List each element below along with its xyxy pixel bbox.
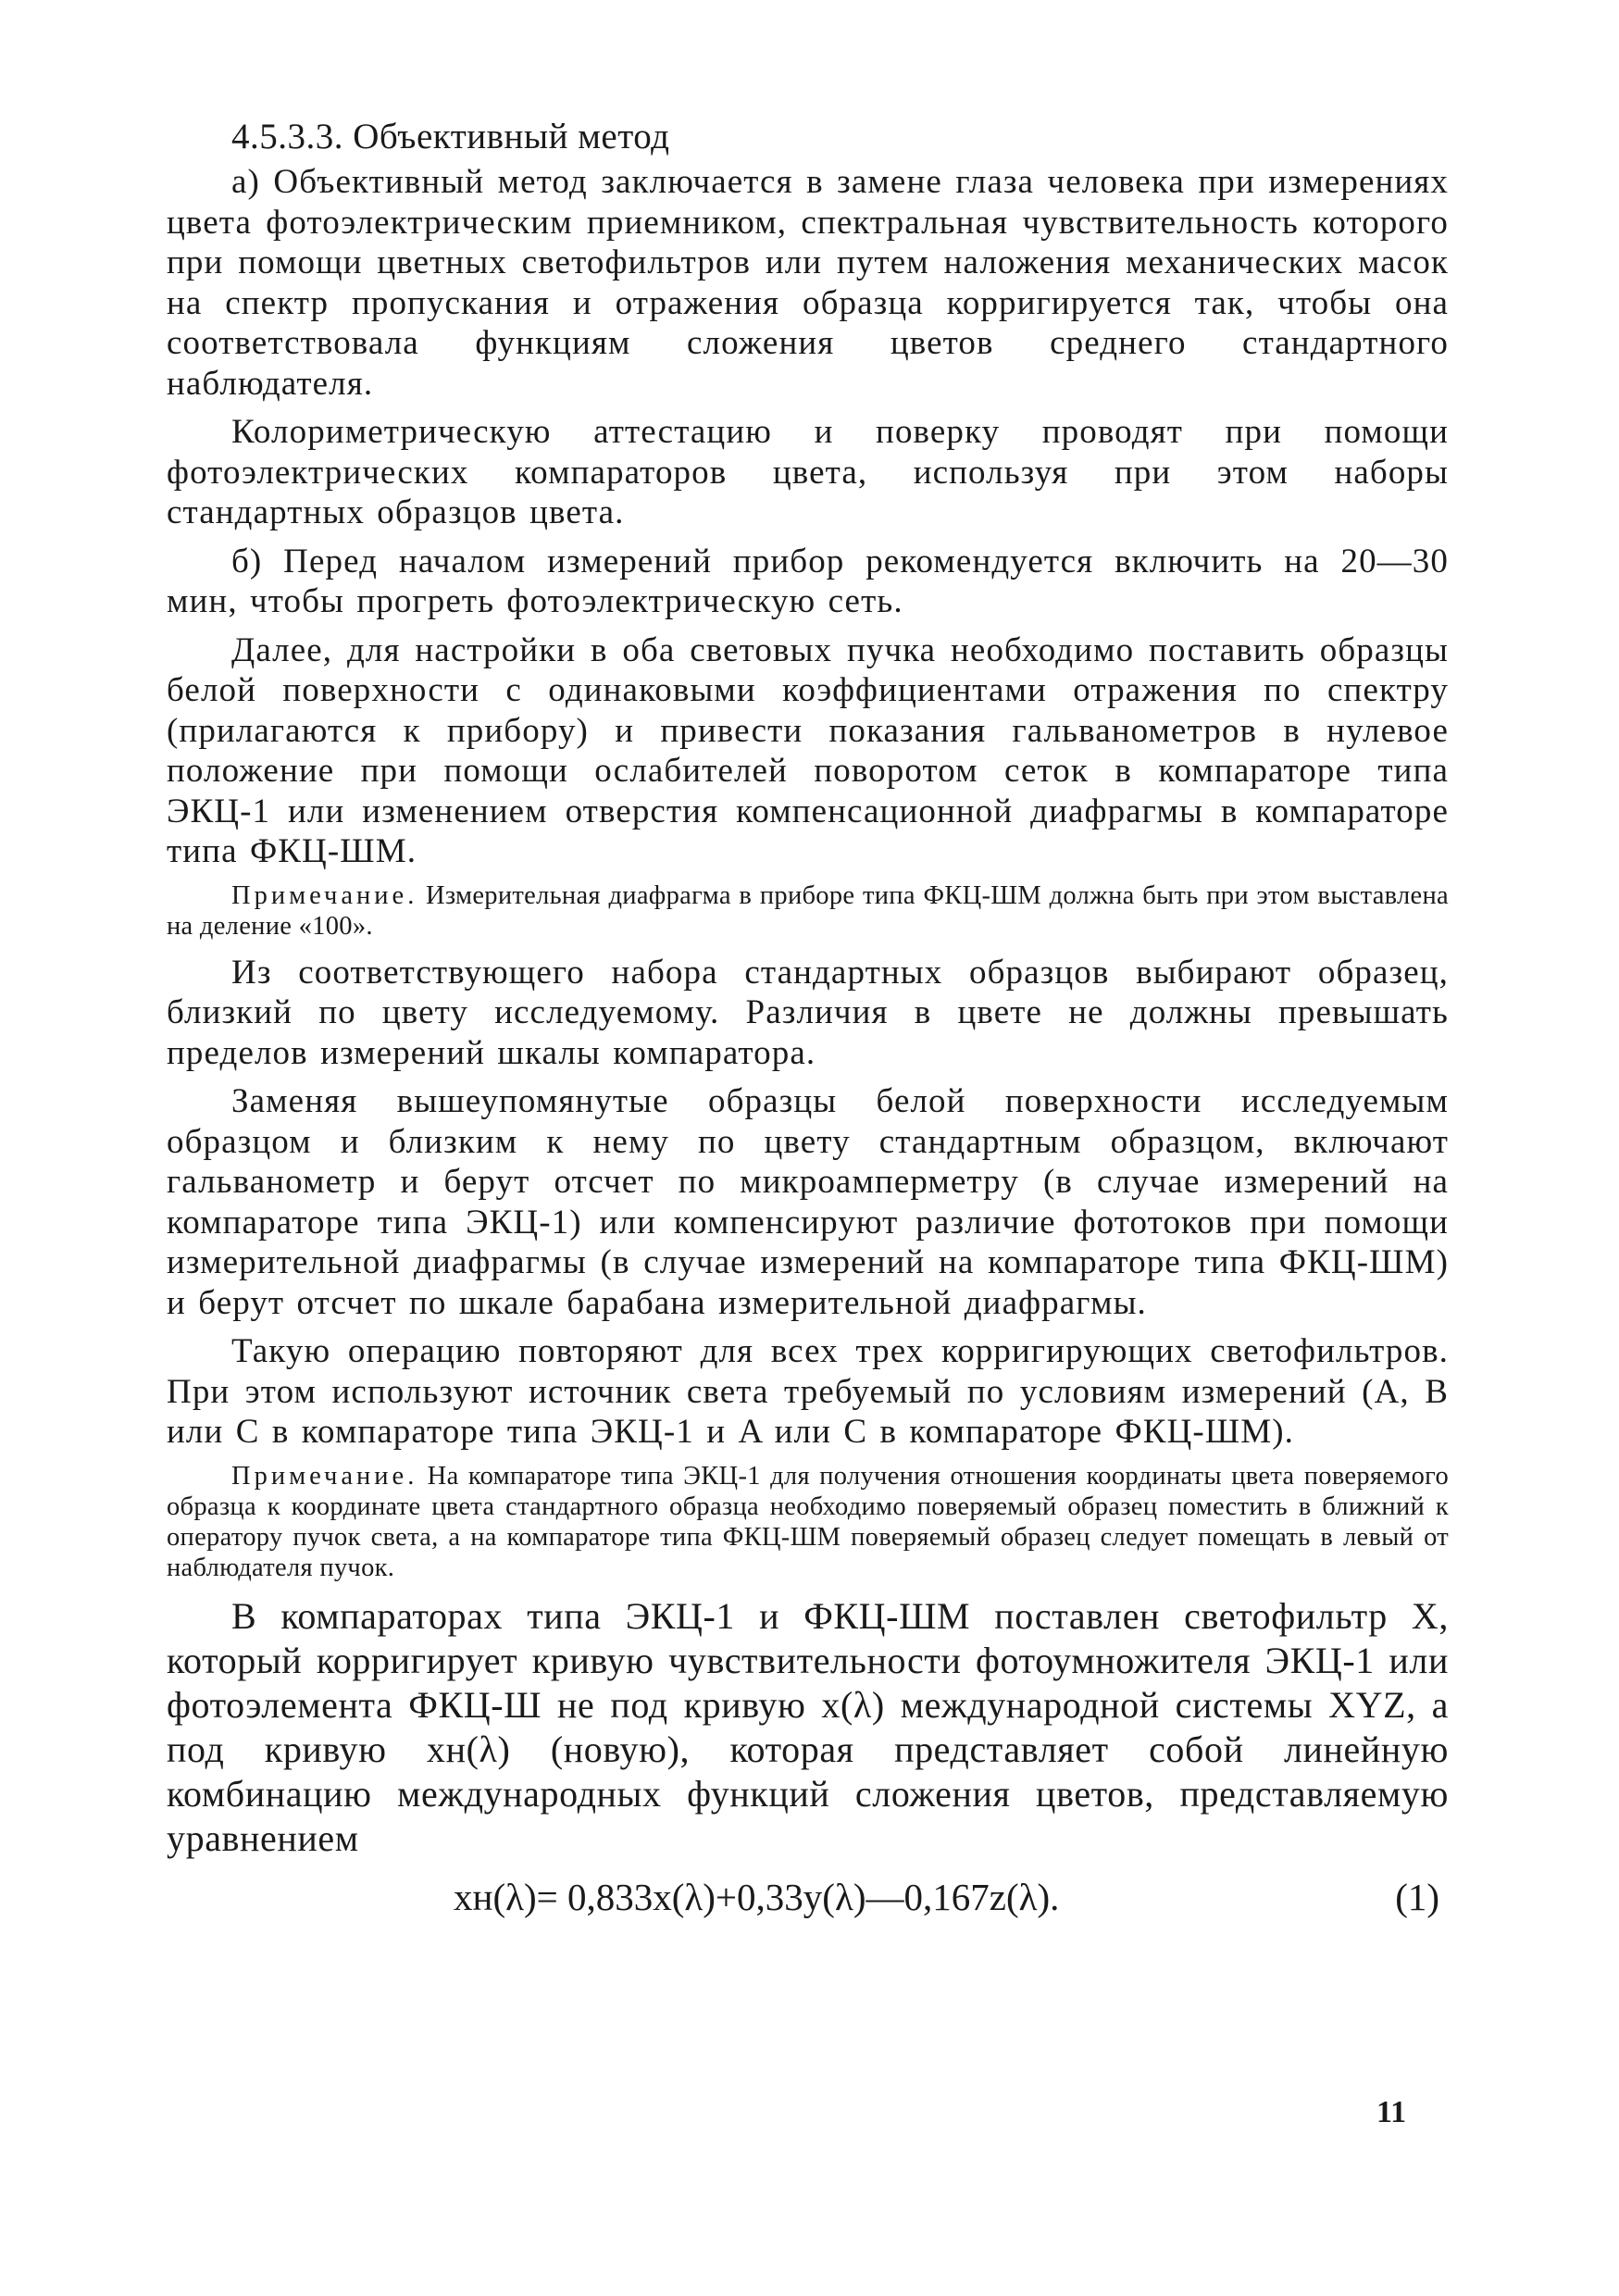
note-label: Примечание. <box>231 880 418 910</box>
paragraph-objective-method: а) Объективный метод заключается в замене глаза человека при измерениях цвета фотоэлектрическим приемником, спектральная чувствительность которого при помощи цветных светофильтров или путем наложения механических масок на спектр пропускания и отражения образца корригируется так, чтобы она соответствовала функциям сложения цветов среднего стандартного наблюдателя. <box>167 163 1449 403</box>
document-page <box>167 116 1449 1925</box>
paragraph-measurement: Заменяя вышеупомянутые образцы белой поверхности исследуемым образцом и близким к нему по цвету стандартным образцом, включают гальванометр и берут отсчет по микроамперметру (в случае измерений на компараторе типа ЭКЦ-1) или компенсируют различие фототоков при помощи измерительной диафрагмы (в случае измерений на компараторе типа ФКЦ-ШМ) и берут отсчет по шкале барабана измерительной диафрагмы. <box>167 1082 1449 1322</box>
note-text: На компараторе типа ЭКЦ-1 для получения отношения координаты цвета поверяемого образца к координате цвета стандартного образца необходимо поверяемый образец поместить в ближний к оператору пучок света, а на компараторе типа ФКЦ-ШМ поверяемый образец следует помещать в левый от наблюдателя пучок. <box>167 1461 1449 1582</box>
note-label: Примечание. <box>231 1461 418 1491</box>
formula-number: (1) <box>1395 1875 1439 1918</box>
note-comparator <box>167 1461 1449 1583</box>
formula-row <box>167 1869 1449 1925</box>
section-heading: 4.5.3.3. Объективный метод <box>231 117 670 156</box>
page-number: 11 <box>1376 2095 1407 2129</box>
paragraph-select-sample: Из соответствующего набора стандартных образцов выбирают образец, близкий по цвету исследуемому. Различия в цвете не должны превышать пределов измерений шкалы компаратора. <box>167 953 1449 1072</box>
note-diaphragm <box>167 880 1449 942</box>
paragraph-setup: Далее, для настройки в оба световых пучка необходимо поставить образцы белой поверхности с одинаковыми коэффициентами отражения по спектру (прилагаются к прибору) и привести показания гальванометров в нулевое положение при помощи ослабителей поворотом сеток в компараторе типа ЭКЦ-1 или изменением отверстия компенсационной диафрагмы в компараторе типа ФКЦ-ШМ. <box>167 630 1449 870</box>
paragraph-attestation: Колориметрическую аттестацию и поверку проводят при помощи фотоэлектрических компараторов цвета, используя при этом наборы стандартных образцов цвета. <box>167 413 1449 531</box>
formula: xн(λ)= 0,833x(λ)+0,33y(λ)—0,167z(λ). <box>454 1875 1060 1918</box>
paragraph-filter: В компараторах типа ЭКЦ-1 и ФКЦ-ШМ поставлен светофильтр X, который корригирует кривую чувствительности фотоумножителя ЭКЦ-1 или фотоэлемента ФКЦ-Ш не под кривую x(λ) международной системы XYZ, а под кривую xн(λ) (новую), которая представляет собой линейную комбинацию международных функций сложения цветов, представляемую уравнением <box>167 1594 1449 1859</box>
paragraph-repeat: Такую операцию повторяют для всех трех корригирующих светофильтров. При этом используют источник света требуемый по условиям измерений (A, B или C в компараторе типа ЭКЦ-1 и A или C в компараторе ФКЦ-ШМ). <box>167 1332 1449 1451</box>
paragraph-warmup: б) Перед началом измерений прибор рекомендуется включить на 20—30 мин, чтобы прогреть фотоэлектрическую сеть. <box>167 542 1449 620</box>
note-text: Измерительная диафрагма в приборе типа ФКЦ-ШМ должна быть при этом выставлена на деление «100». <box>167 880 1449 941</box>
